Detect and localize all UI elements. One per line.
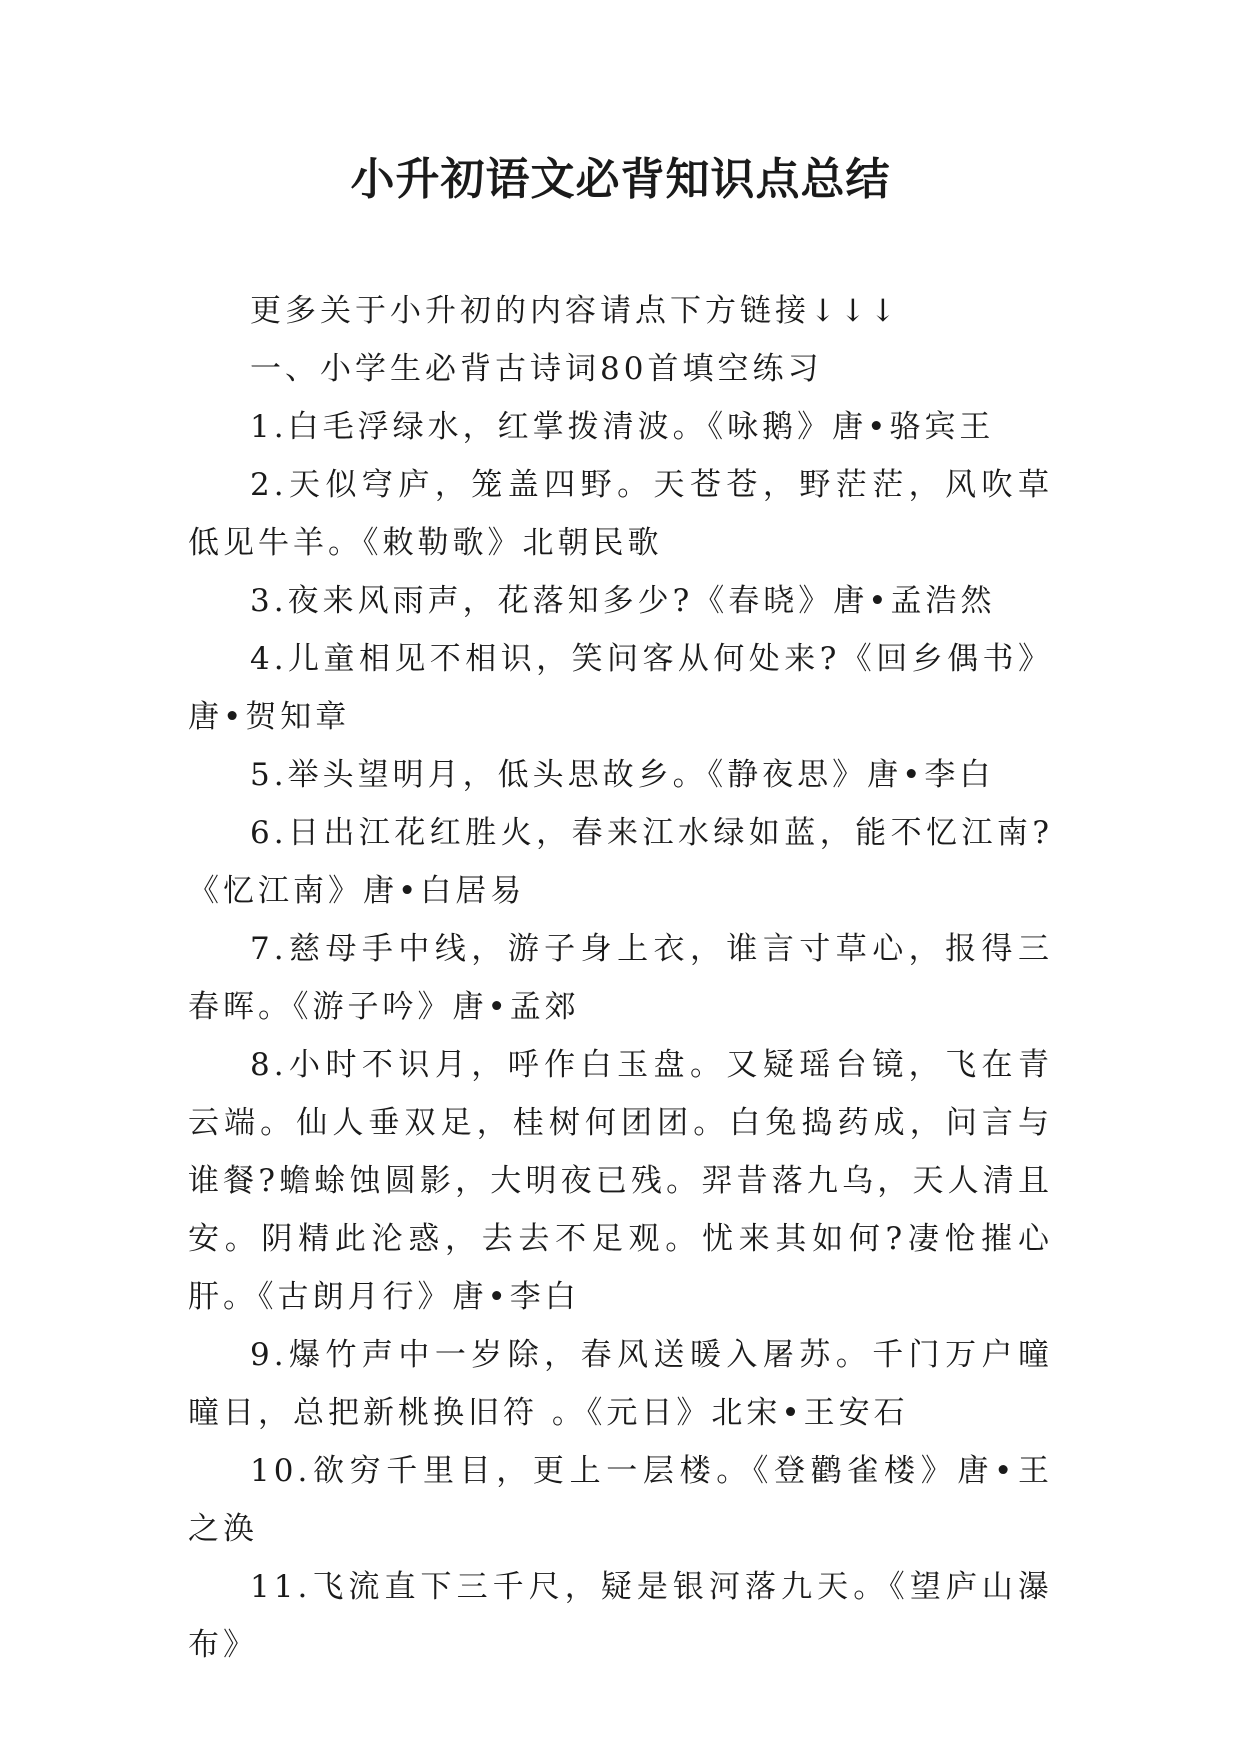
poem-item-1: 1.白毛浮绿水，红掌拨清波。《咏鹅》唐•骆宾王 bbox=[250, 409, 995, 445]
poem-item-4: 4.儿童相见不相识，笑问客从何处来?《回乡偶书》唐•贺知章 bbox=[188, 641, 1053, 735]
poem-item-3: 3.夜来风雨声，花落知多少?《春晓》唐•孟浩然 bbox=[250, 583, 996, 619]
poem-item-5: 5.举头望明月，低头思故乡。《静夜思》唐•李白 bbox=[250, 757, 995, 793]
poem-item-8: 8.小时不识月，呼作白玉盘。又疑瑶台镜，飞在青云端。仙人垂双足，桂树何团团。白兔捣药成，问言与谁餐?蟾蜍蚀圆影，大明夜已残。羿昔落九乌，天人清且安。阴精此沦惑，去去不足观。忧来其如何?凄怆摧心肝。《古朗月行》唐•李白 bbox=[188, 1047, 1053, 1315]
document-title: 小升初语文必背知识点总结 bbox=[350, 154, 891, 205]
document-body bbox=[188, 282, 1053, 1674]
intro-paragraph: 更多关于小升初的内容请点下方链接↓↓↓ bbox=[250, 293, 900, 329]
poem-item-2: 2.天似穹庐，笼盖四野。天苍苍，野茫茫，风吹草低见牛羊。《敕勒歌》北朝民歌 bbox=[188, 467, 1053, 561]
poem-item-7: 7.慈母手中线，游子身上衣，谁言寸草心，报得三春晖。《游子吟》唐•孟郊 bbox=[188, 931, 1053, 1025]
poem-item-6: 6.日出江花红胜火，春来江水绿如蓝，能不忆江南?《忆江南》唐•白居易 bbox=[188, 815, 1053, 909]
poem-item-10: 10.欲穷千里目，更上一层楼。《登鹳雀楼》唐•王之涣 bbox=[188, 1453, 1053, 1547]
poem-item-11: 11.飞流直下三千尺，疑是银河落九天。《望庐山瀑布》 bbox=[188, 1569, 1053, 1663]
section-heading: 一、小学生必背古诗词80首填空练习 bbox=[250, 351, 823, 387]
poem-item-9: 9.爆竹声中一岁除，春风送暖入屠苏。千门万户曈曈日，总把新桃换旧符 。《元日》北宋•王安石 bbox=[188, 1337, 1053, 1431]
